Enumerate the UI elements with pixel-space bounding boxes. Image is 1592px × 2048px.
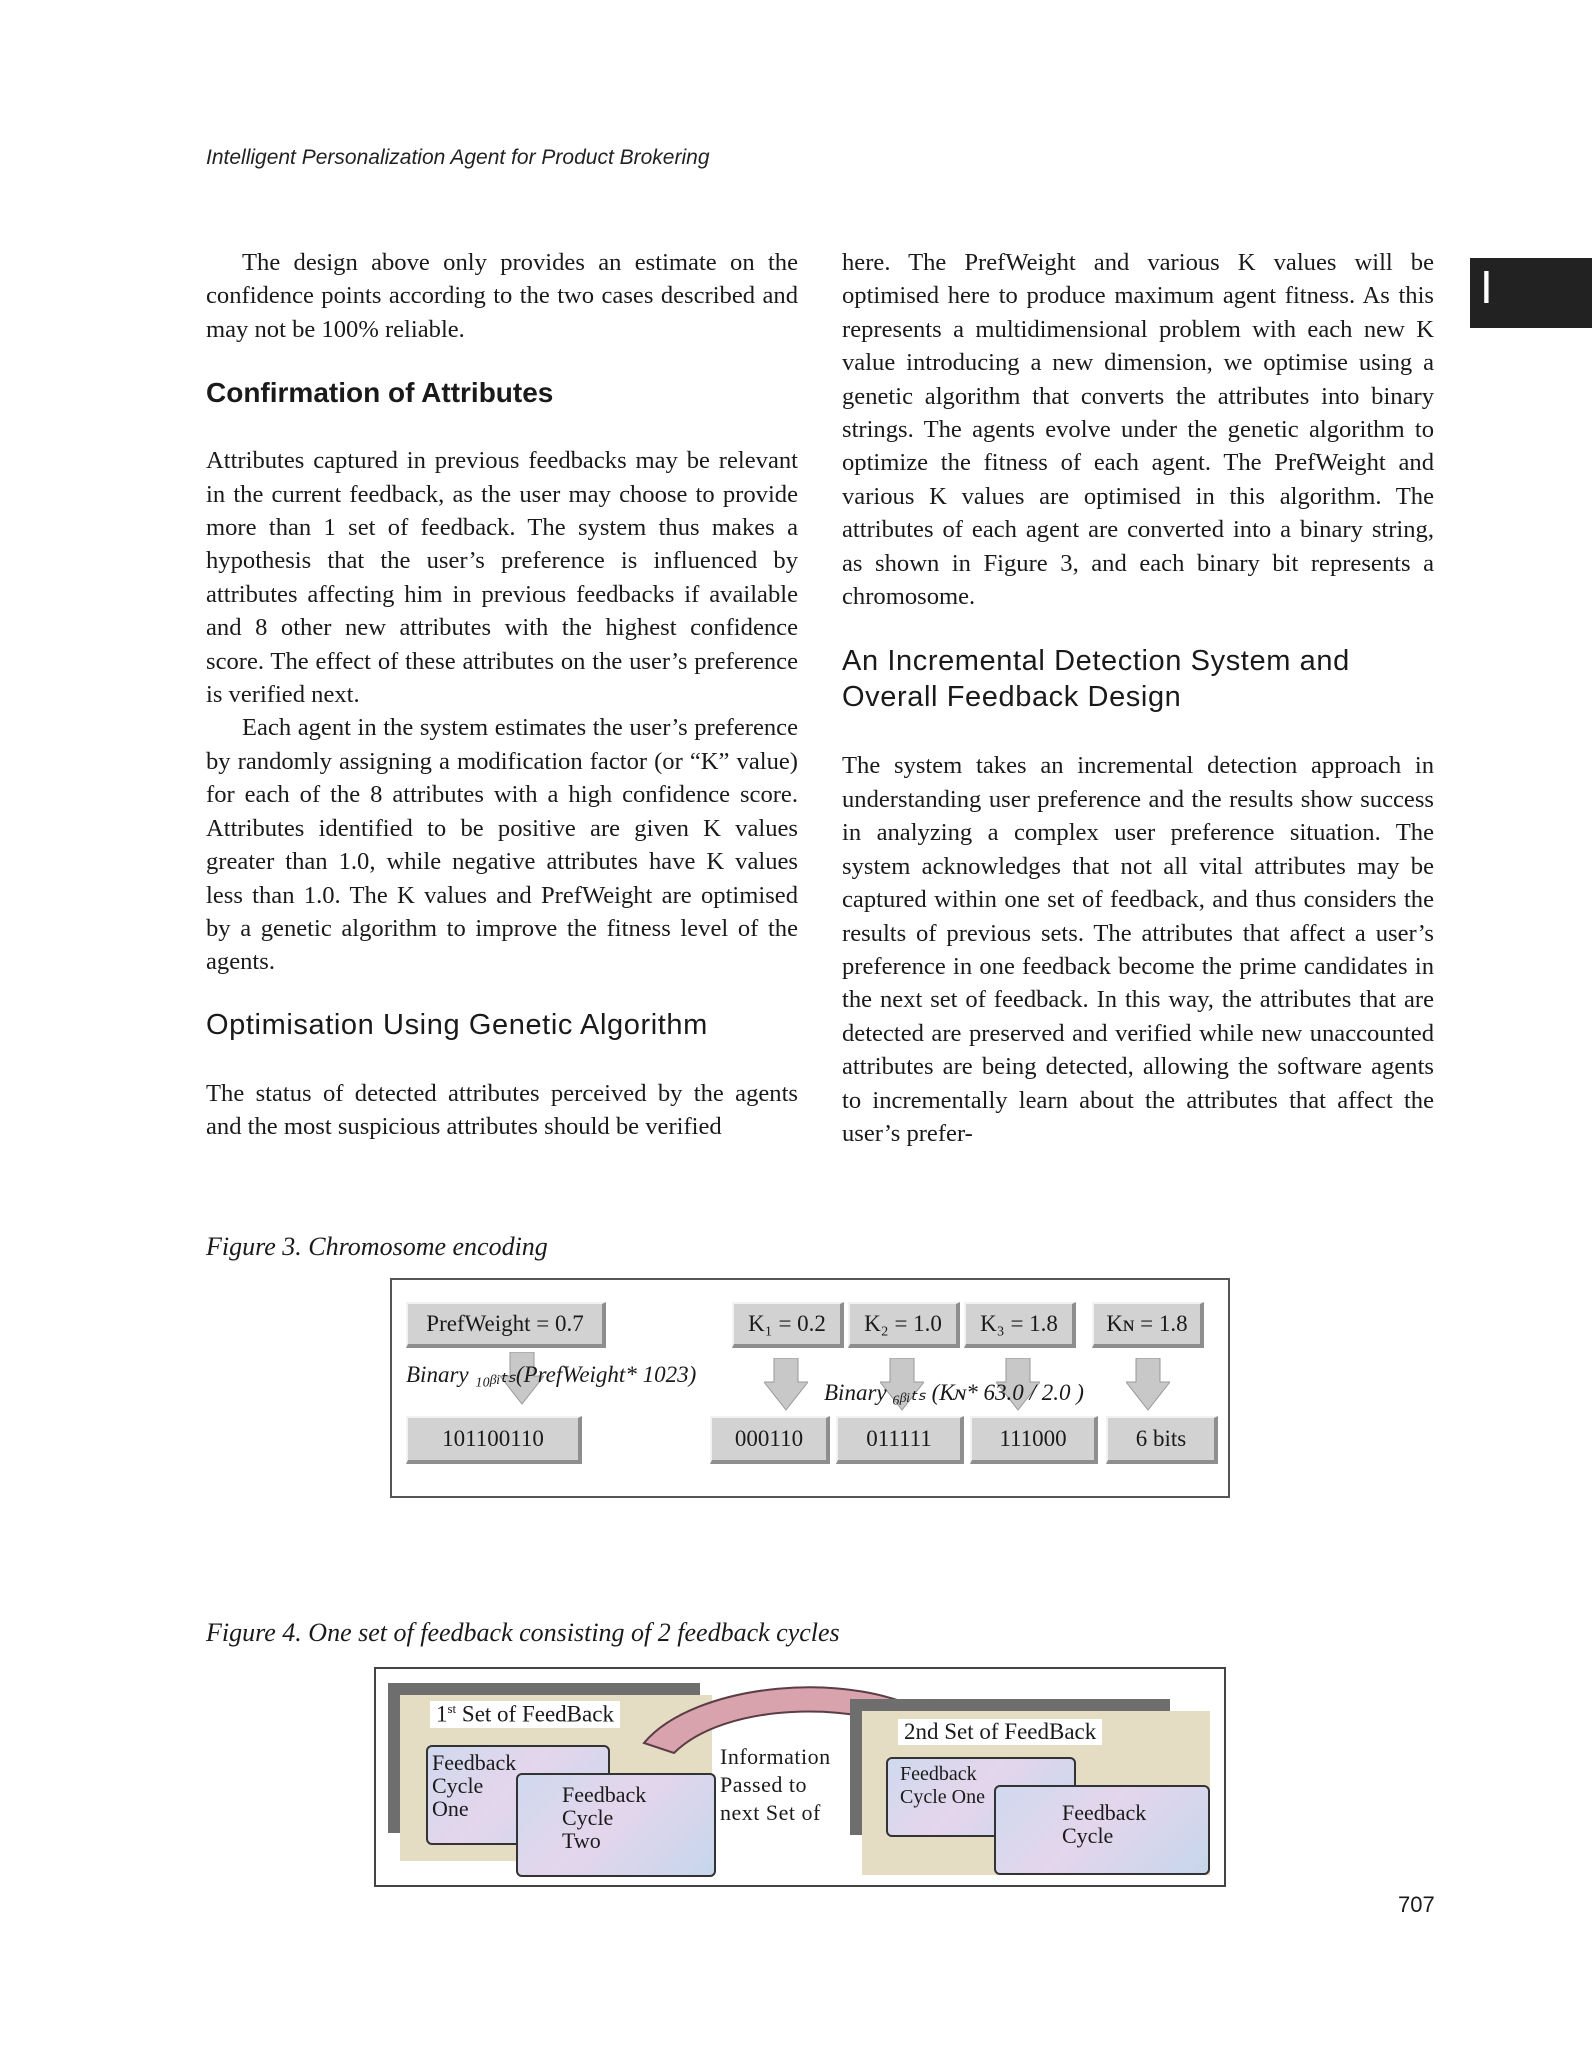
figure-4-caption: Figure 4. One set of feedback consisting of 2 feedback cycles: [206, 1618, 840, 1647]
intro-paragraph: The design above only provides an estimate on the confidence points according to the two cases described and may not be 100% reliable.: [206, 249, 798, 343]
binary-k3: 111000: [970, 1416, 1098, 1464]
set2-label: 2nd Set of FeedBack: [898, 1719, 1102, 1745]
right-column: [842, 246, 1434, 1150]
binary-k2: 011111: [836, 1416, 964, 1464]
heading-incremental-detection: An Incremental Detection System and Overall Feedback Design: [842, 645, 1350, 714]
figure-4-feedback-cycles: [374, 1667, 1226, 1887]
prefweight-box: PrefWeight = 0.7: [406, 1302, 606, 1348]
information-passed-text: Information Passed to next Set of: [720, 1744, 831, 1825]
optimisation-paragraph-continued: here. The PrefWeight and various K values will be optimised here to produce maximum agent fitness. As this represents a multidimensional problem with each new K value introducing a new dimension, we optimise using a genetic algorithm that converts the attributes into binary strings. The agents evolve under the genetic algorithm to optimize the fitness of each agent. The PrefWeight and various K values are optimised in this algorithm. The attributes of each agent are converted into a binary string, as shown in Figure 3, and each binary bit represents a chromosome.: [842, 249, 1434, 611]
set2-cycle-one-label: Feedback Cycle One: [900, 1763, 985, 1808]
set2-cycle-two-label: Feedback Cycle: [1062, 1800, 1147, 1848]
optimisation-paragraph: The status of detected attributes perceived by the agents and the most suspicious attributes should be verified: [206, 1079, 798, 1141]
arrow-down-icon: [1126, 1358, 1170, 1412]
binary-prefweight: 101100110: [406, 1416, 582, 1464]
arrow-down-icon: [764, 1358, 808, 1412]
heading-optimisation: Optimisation Using Genetic Algorithm: [206, 1008, 708, 1041]
k3-box: K₃ = 1.8: [964, 1302, 1076, 1348]
running-header: Intelligent Personalization Agent for Product Brokering: [206, 146, 710, 169]
k1-box: K₁ = 0.2: [732, 1302, 844, 1348]
kn-box: Kɴ = 1.8: [1092, 1302, 1204, 1348]
set1-label: 1st Set of FeedBack: [430, 1701, 620, 1728]
k-formula: Binary ₆ᵦᵢₜₛ (Kɴ* 63.0 / 2.0 ): [824, 1380, 1084, 1405]
section-thumb-tab: [1470, 258, 1592, 328]
figure-3-chromosome-encoding: [390, 1278, 1230, 1498]
attributes-paragraph-2: Each agent in the system estimates the user’s preference by randomly assigning a modification factor (or “K” value) for each of the 8 attributes with a high confidence score. Attributes identified to be positive are given K values greater than 1.0, while negative attributes have K values less than 1.0. The K values and PrefWeight are optimised by a genetic algorithm to improve the fitness level of the agents.: [206, 714, 798, 976]
k2-box: K₂ = 1.0: [848, 1302, 960, 1348]
heading-confirmation-of-attributes: Confirmation of Attributes: [206, 377, 554, 409]
left-column: [206, 246, 798, 1144]
binary-kn: 6 bits: [1106, 1416, 1218, 1464]
attributes-paragraph-1: Attributes captured in previous feedbacks may be relevant in the current feedback, as the user may choose to provide more than 1 set of feedback. The system thus makes a hypothesis that the user’s preference is influenced by attributes affecting him in previous feedbacks if available and 8 other new attributes with the highest confidence score. The effect of these attributes on the user’s preference is verified next.: [206, 447, 798, 709]
set1-cycle-one-label: Feedback Cycle One: [432, 1750, 517, 1821]
binary-k1: 000110: [710, 1416, 830, 1464]
set1-cycle-two-label: Feedback Cycle Two: [562, 1782, 647, 1853]
page-number: 707: [1398, 1892, 1435, 1917]
thumb-tab-letter: I: [1480, 261, 1493, 313]
figure-3-caption: Figure 3. Chromosome encoding: [206, 1232, 548, 1261]
incremental-paragraph: The system takes an incremental detection approach in understanding user preference and the results show success in analyzing a complex user preference situation. The system acknowledges that not all vital attributes may be captured within one set of feedback, and thus considers the results of previous sets. The attributes that affect a user’s preference in one feedback become the prime candidates in the next set of feedback. In this way, the attributes that are detected are preserved and verified while new unaccounted attributes are being detected, allowing the software agents to incrementally learn about the attributes that affect the user’s prefer-: [842, 752, 1434, 1147]
prefweight-formula: Binary ₁₀ᵦᵢₜₛ(PrefWeight* 1023): [406, 1362, 697, 1387]
